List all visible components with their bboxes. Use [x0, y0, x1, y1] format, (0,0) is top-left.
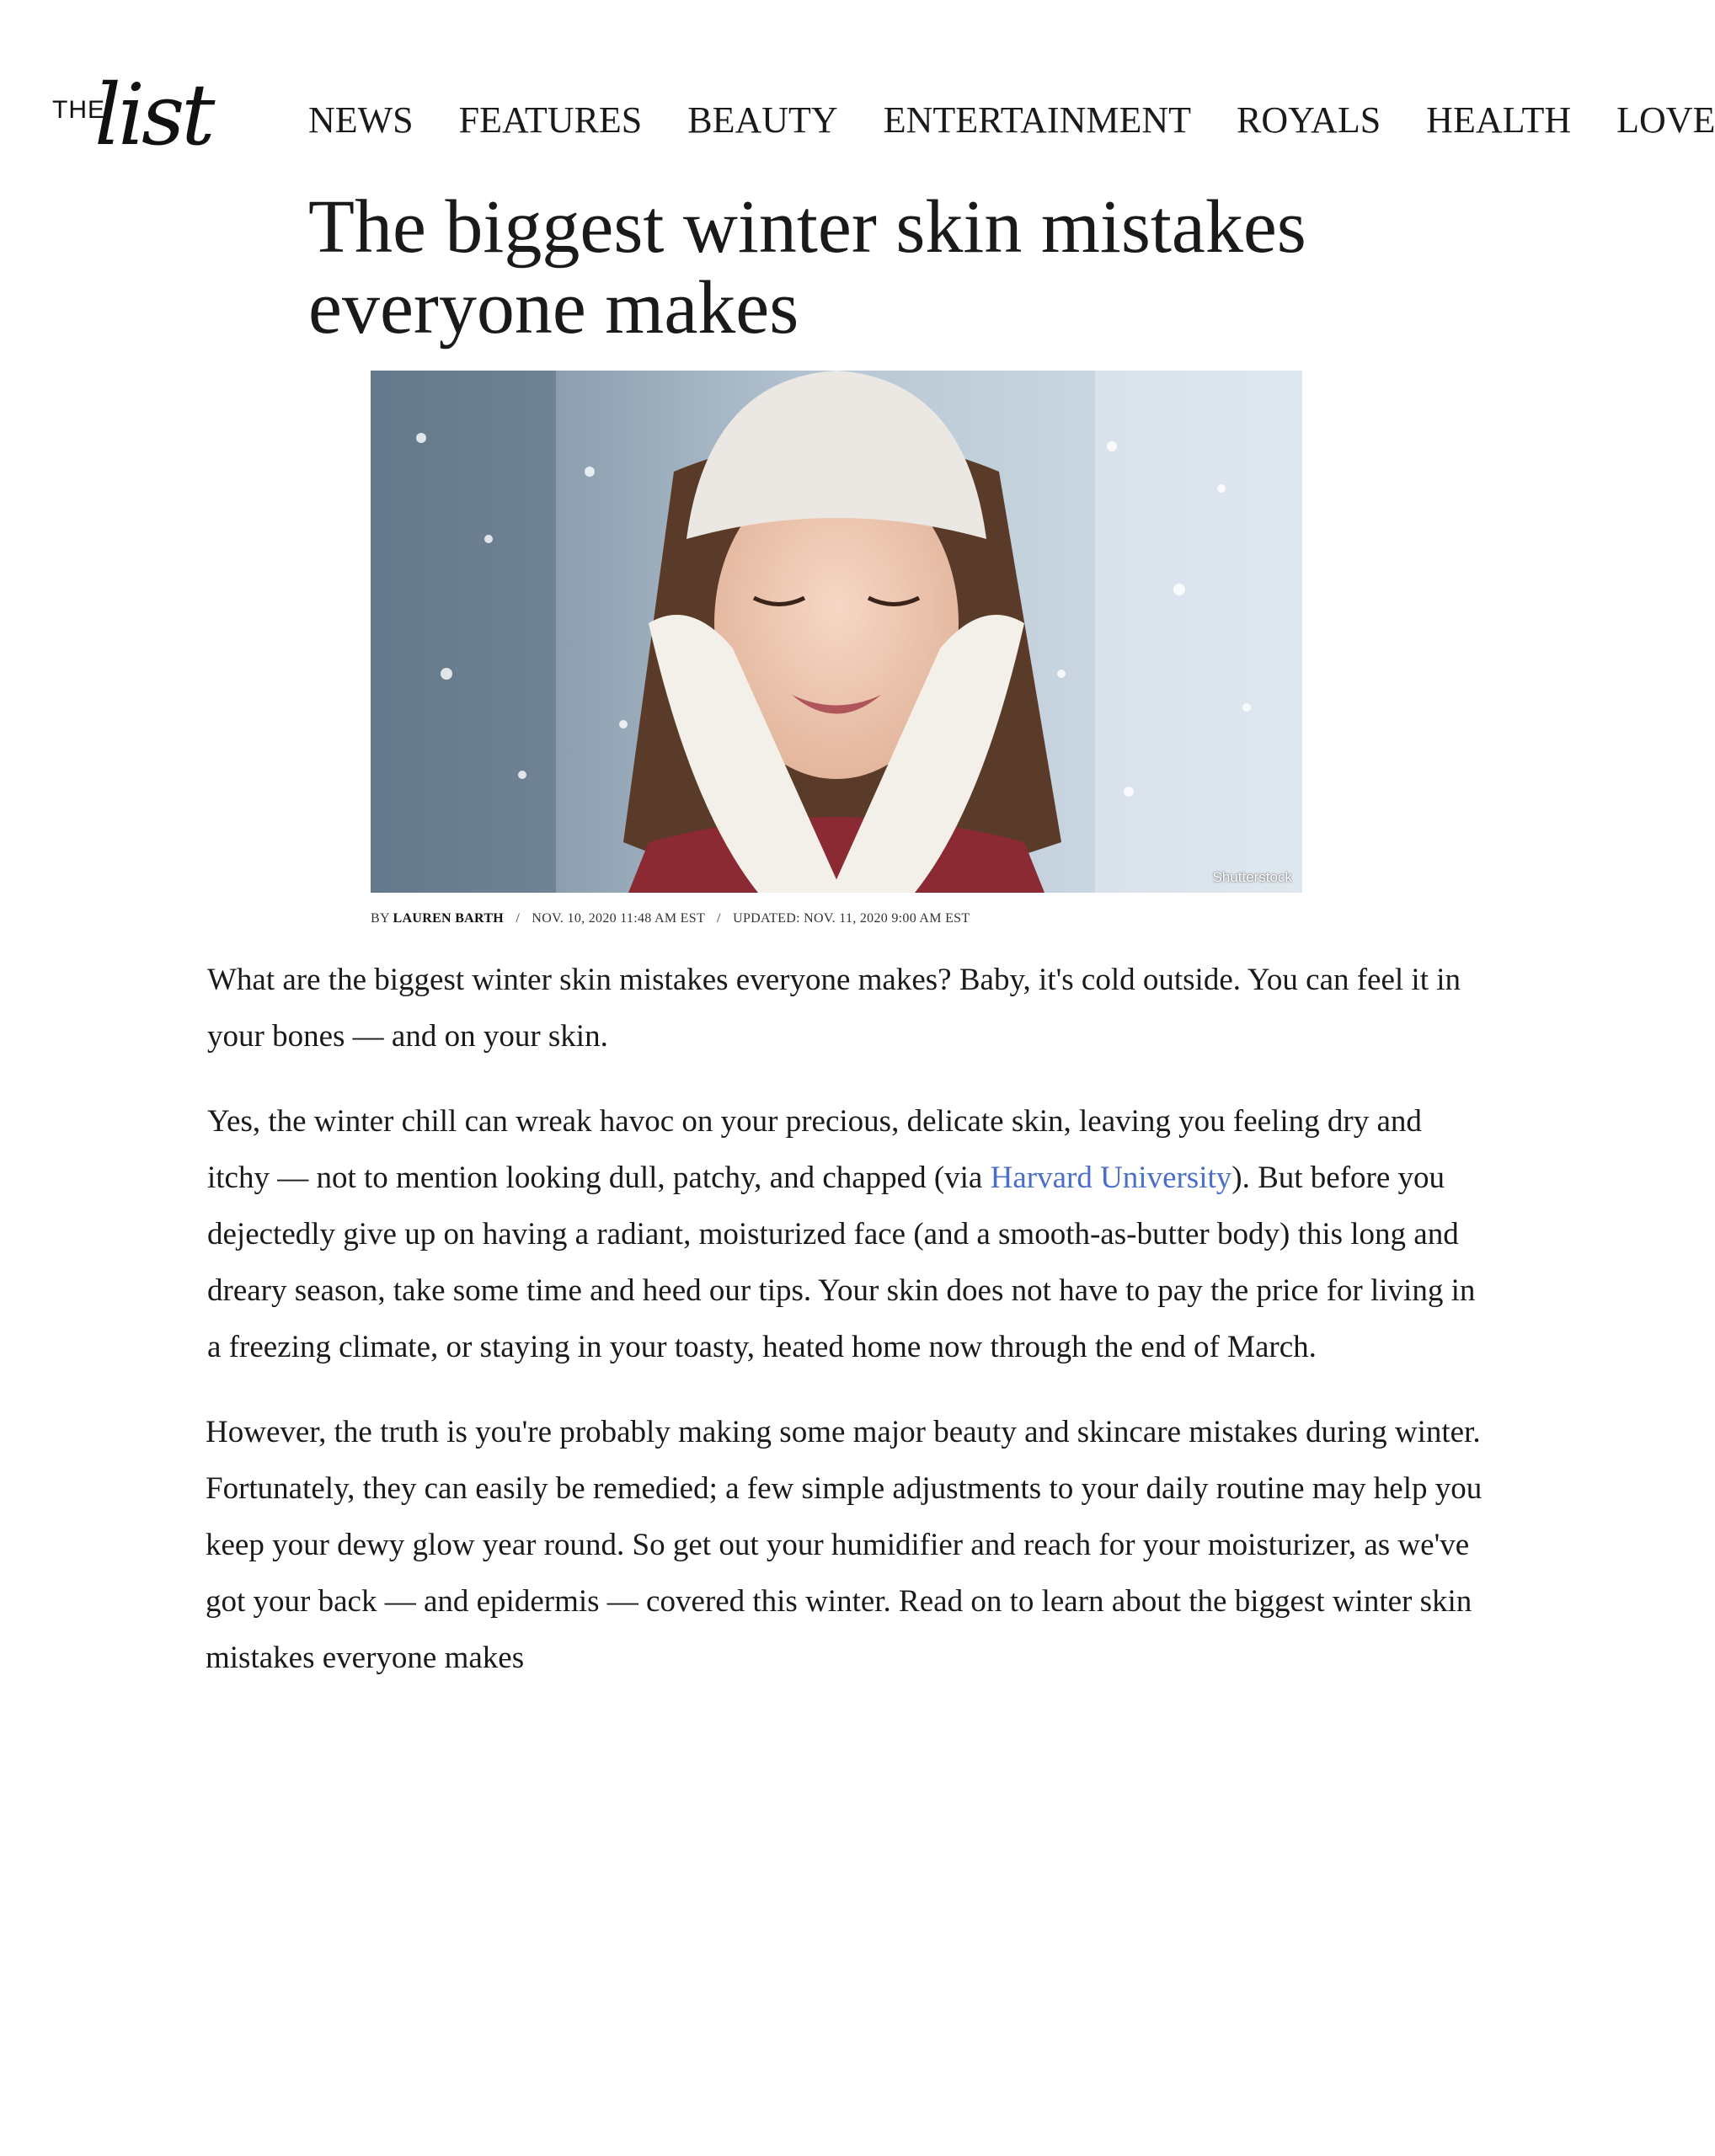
nav-item-beauty[interactable]: BEAUTY [687, 99, 838, 141]
byline-separator: / [516, 911, 521, 926]
nav-item-health[interactable]: HEALTH [1426, 99, 1572, 141]
site-header [0, 0, 1715, 177]
byline-separator: / [717, 911, 721, 926]
article-paragraph-3: However, the truth is you're probably making some major beauty and skincare mistakes during winter. Fortunately, they can easily be remedied; a few simple adjustments to your daily routine may help you keep your dewy glow year round. So get out your humidifier and reach for your moisturizer, as we've got your back — and epidermis — covered this winter. Read on to learn about the biggest winter skin mistakes everyone makes [206, 1415, 1483, 1675]
nav-item-features[interactable]: FEATURES [458, 99, 643, 141]
article-body [207, 952, 1488, 1715]
nav-item-royals[interactable]: ROYALS [1237, 99, 1381, 141]
logo-the-text: THE [52, 96, 105, 124]
site-logo[interactable] [52, 66, 221, 165]
paragraph-2-text-end: ). But before you dejectedly give up on having a radiant, moisturized face (and a smooth-as-butter body) this long and dreary season, take some time and heed our tips. Your skin does not have to pay the price for living in a freezing climate, or staying in your toasty, heated home now through the end of March. [207, 1161, 1476, 1364]
paragraph-2-text-start: Yes, the winter chill can wreak havoc on your precious, delicate skin, leaving you feeling dry and itchy — not to mention looking dull, patchy, and chapped (via [207, 1104, 1422, 1195]
harvard-university-link[interactable]: Harvard University [990, 1161, 1232, 1195]
byline-author[interactable]: LAUREN BARTH [393, 911, 505, 926]
nav-item-entertainment[interactable]: ENTERTAINMENT [883, 99, 1192, 141]
nav-item-news[interactable]: NEWS [308, 99, 414, 141]
byline-by: BY [371, 911, 390, 926]
image-credit: Shutterstock [1212, 869, 1292, 885]
nav-item-love[interactable]: LOVE [1616, 99, 1715, 141]
main-nav [308, 99, 1715, 141]
logo-list-text: list [94, 66, 212, 164]
article-paragraph-2 [207, 1093, 1488, 1375]
byline-updated-date: UPDATED: NOV. 11, 2020 9:00 AM EST [733, 911, 970, 926]
article-title: The biggest winter skin mistakes everyone makes [308, 185, 1306, 350]
byline-published-date: NOV. 10, 2020 11:48 AM EST [532, 911, 705, 926]
article-byline [371, 911, 970, 926]
hero-image [371, 371, 1302, 893]
article-paragraph-1: What are the biggest winter skin mistakes everyone makes? Baby, it's cold outside. You can feel it in your bones — and on your skin. [207, 963, 1461, 1054]
hero-illustration [371, 371, 1302, 893]
